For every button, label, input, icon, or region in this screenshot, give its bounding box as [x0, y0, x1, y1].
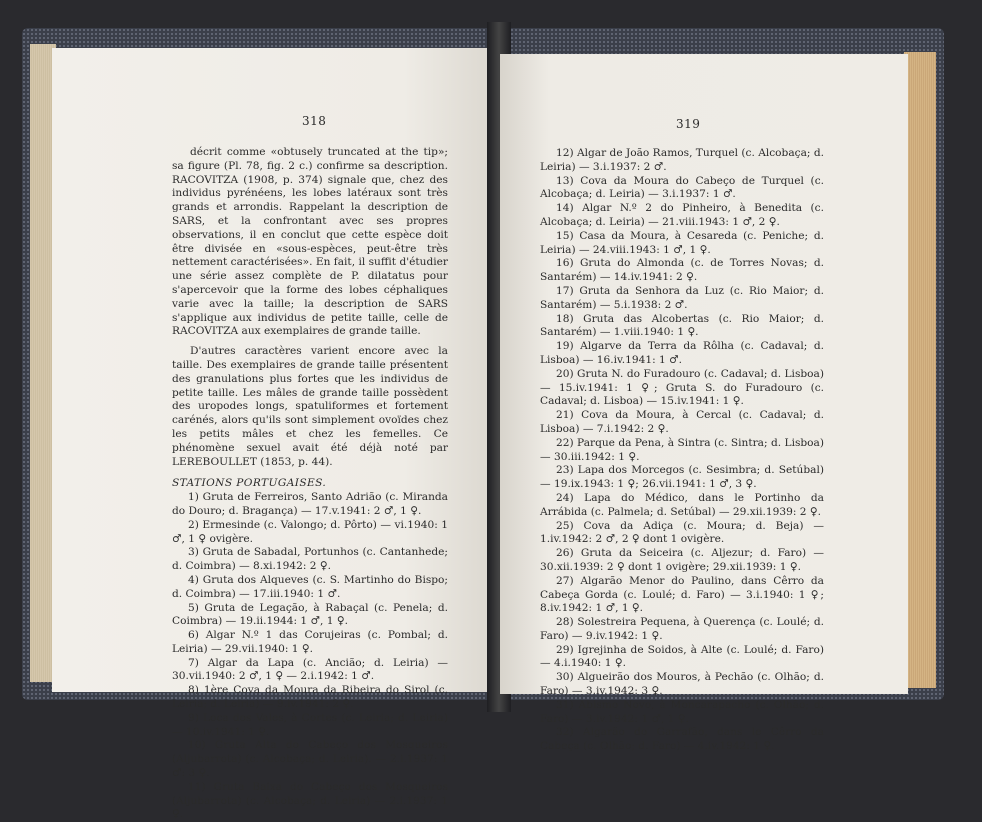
station-entry: 5) Gruta de Legação, à Rabaçal (c. Penela; d. Coimbra) — 19.ii.1944: 1 ♂, 1 ♀.	[172, 601, 448, 628]
paragraph: décrit comme «obtusely truncated at the tip»; sa figure (Pl. 78, fig. 2 c.) confirme sa description. RACOVITZA (1908, p. 374) signale que, chez des individus pyrénéens, les lobes latéraux sont très grands et arrondis. Rappelant la description de SARS, et la confrontant avec ses propres observations, il en conclut que cette espèce doit être divisée en «sous-espèces, peut-être très nettement caractérisées». En fait, il suffit d'étudier une série assez complète de P. dilatatus pour s'apercevoir que la forme des lobes céphaliques varie avec la taille; la description de SARS s'applique aux individus de petite taille, celle de RACOVITZA aux exemplaires de grande taille.	[172, 146, 448, 338]
station-entry: 20) Gruta N. do Furadouro (c. Cadaval; d. Lisboa) — 15.iv.1941: 1 ♀; Gruta S. do Furadouro (c. Cadaval; d. Lisboa) — 15.iv.1941: 1 ♀.	[540, 367, 824, 408]
station-entry: 16) Gruta do Almonda (c. de Torres Novas; d. Santarém) — 14.iv.1941: 2 ♀.	[540, 257, 824, 284]
right-page	[500, 54, 908, 753]
station-entry: 3) Gruta de Sabadal, Portunhos (c. Cantanhede; d. Coimbra) — 8.xi.1942: 2 ♀.	[172, 546, 448, 573]
station-entry: 17) Gruta da Senhora da Luz (c. Rio Maior; d. Santarém) — 5.i.1938: 2 ♂.	[540, 284, 824, 311]
station-entry: 7) Algar da Lapa (c. Ancião; d. Leiria) — 30.vii.1940: 2 ♂, 1 ♀ — 2.i.1942: 1 ♂.	[172, 656, 448, 683]
station-entry: 14) Algar N.º 2 do Pinheiro, à Benedita (c. Alcobaça; d. Leiria) — 21.viii.1943: 1 ♂, 2 ♀.	[540, 202, 824, 228]
station-entry: 1) Gruta de Ferreiros, Santo Adrião (c. Miranda do Douro; d. Bragança) — 17.v.1941: 2 ♂, 1 ♀.	[172, 491, 448, 517]
station-entry: 19) Algarve da Terra da Rôlha (c. Cadaval; d. Lisboa) — 16.iv.1941: 1 ♂.	[540, 340, 824, 366]
station-entry: 29) Igrejinha de Soidos, à Alte (c. Loulé; d. Faro) — 4.i.1940: 1 ♀.	[540, 643, 824, 670]
left-page	[52, 48, 492, 821]
station-entry: 24) Lapa do Médico, dans le Portinho da Arrábida (c. Palmela; d. Setúbal) — 29.xii.1939: 2 ♀.	[540, 491, 824, 518]
station-entry: 11) Gruta Baixa do Cabeço dos Mosqueiros (Aljubarrota) (c. Alcobaça; d. Leiria) — 2.i.1937: 1 ♀.	[172, 780, 448, 821]
station-entry: 9) Loca dos Vales, à Cortes (c. Leiria; d. Leiria) — 10.iv.1941: 1 ♀.	[172, 711, 448, 738]
station-entry: 8) 1ère Cova da Moura da Ribeira do Sirol (c. Leiria; d. Leiria) — 9.iv.1941: 2 ♀.	[172, 684, 448, 711]
station-entry: 27) Algarão Menor do Paulino, dans Cêrro da Cabeça Gorda (c. Loulé; d. Faro) — 3.i.1940: 1 ♀; 8.iv.1942: 1 ♂, 1 ♀.	[540, 574, 824, 615]
right-page-edges	[904, 52, 936, 688]
station-entry: 23) Lapa dos Morcegos (c. Sesimbra; d. Setúbal) — 19.ix.1943: 1 ♀; 26.vii.1941: 1 ♂, 3 ♀.	[540, 464, 824, 491]
station-entry: 15) Casa da Moura, à Cesareda (c. Peniche; d. Leiria) — 24.viii.1943: 1 ♂, 1 ♀.	[540, 229, 824, 256]
station-entry: 18) Gruta das Alcobertas (c. Rio Maior; d. Santarém) — 1.viii.1940: 1 ♀.	[540, 312, 824, 339]
station-entry: 22) Parque da Pena, à Sintra (c. Sintra; d. Lisboa) — 30.iii.1942: 1 ♀.	[540, 436, 824, 463]
station-entry: 2) Ermesinde (c. Valongo; d. Pôrto) — vi.1940: 1 ♂, 1 ♀ ovigère.	[172, 518, 448, 545]
left-text-column	[172, 146, 448, 822]
station-entry: 6) Algar N.º 1 das Corujeiras (c. Pombal; d. Leiria) — 29.vii.1940: 1 ♀.	[172, 629, 448, 655]
paragraph: D'autres caractères varient encore avec la taille. Des exemplaires de grande taille présentent des granulations plus fortes que les individus de petite taille. Les mâles de grande taille possèdent des uropodes longs, spatuliformes et fortement carénés, alors qu'ils sont simplement ovoïdes chez les petits mâles et chez les femelles. Ce phénomène sexuel avait été déjà noté par LEREBOULLET (1853, p. 44).	[172, 345, 448, 468]
page-number: 319	[676, 117, 701, 131]
station-entry: 12) Algar de João Ramos, Turquel (c. Alcobaça; d. Leiria) — 3.i.1937: 2 ♂.	[540, 147, 824, 173]
station-entry: 30) Algueirão dos Mouros, à Pechão (c. Olhão; d. Faro) — 3.iv.1942: 3 ♀.	[540, 671, 824, 698]
station-entry: 4) Gruta dos Alqueves (c. S. Martinho do Bispo; d. Coimbra) — 17.iii.1940: 1 ♂.	[172, 573, 448, 600]
station-entry: 25) Cova da Adiça (c. Moura; d. Beja) — 1.iv.1942: 2 ♂, 2 ♀ dont 1 ovigère.	[540, 519, 824, 546]
section-heading: STATIONS PORTUGAISES.	[172, 477, 327, 490]
right-text-column	[540, 147, 824, 754]
station-entry: 32) Algarão do Garrafão, dans le Cêrro da Cabeça (c. Olhão; d. Faro) — 4.iv.1942: 1 ♀.	[540, 726, 824, 753]
station-entry: 28) Solestreira Pequena, à Querença (c. Loulé; d. Faro) — 9.iv.1942: 1 ♀.	[540, 616, 824, 642]
station-entry: 13) Cova da Moura do Cabeço de Turquel (c. Alcobaça; d. Leiria) — 3.i.1937: 1 ♂.	[540, 174, 824, 201]
station-entry: 10) Gruta Alta do Cabeço dos Mosqueiros (Aljubarrota) (c. Alcobaça; d. Leiria). — 2.i.1937: 1 ♂: 3 ♀.	[172, 739, 448, 780]
station-entry: 31) Abismo Novo, à Moncarapacho (c. Olhão; d. Faro) — 3.iv.1942: 1 ♂, 1 ♀.	[540, 698, 824, 725]
page-number: 318	[302, 114, 327, 128]
station-entry: 26) Gruta da Seiceira (c. Aljezur; d. Faro) — 30.xii.1939: 2 ♀ dont 1 ovigère; 29.xii.1939: 1 ♀.	[540, 547, 824, 573]
station-entry: 21) Cova da Moura, à Cercal (c. Cadaval; d. Lisboa) — 7.i.1942: 2 ♀.	[540, 409, 824, 435]
